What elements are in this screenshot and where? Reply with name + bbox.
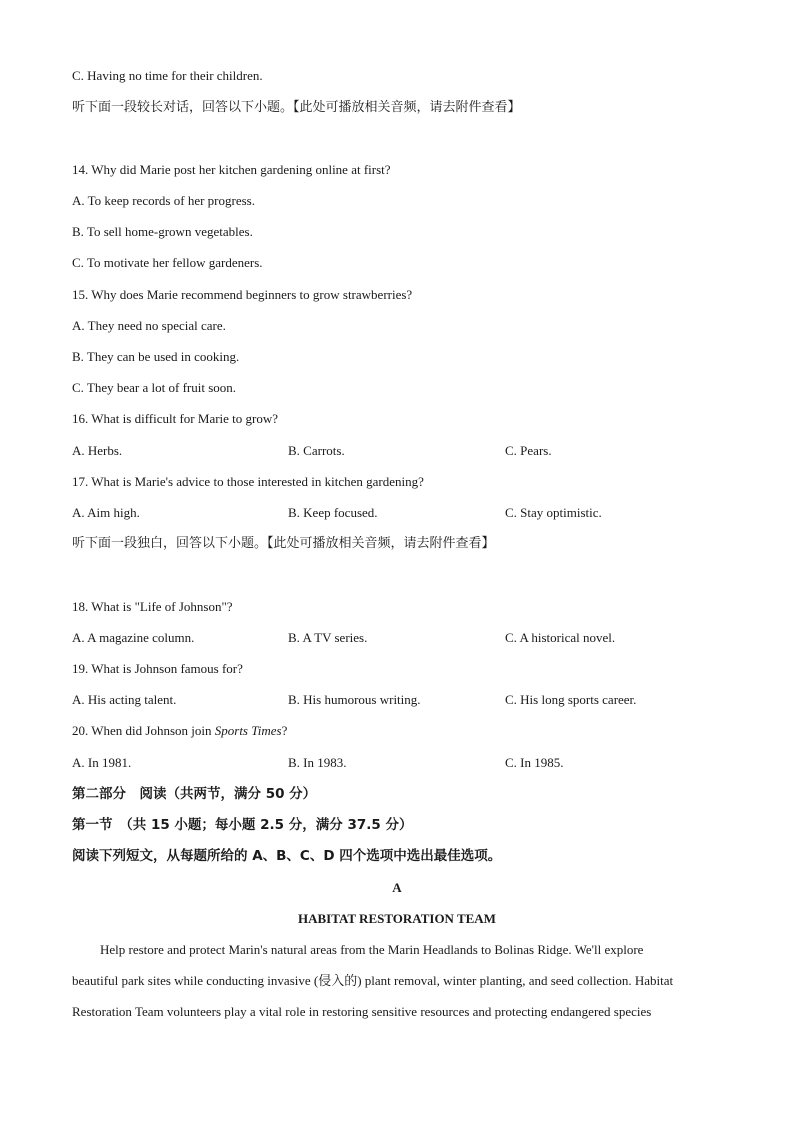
q16-option-c: C. Pears. <box>505 443 552 458</box>
q14-option-a: A. To keep records of her progress. <box>72 193 255 208</box>
q19-option-b: B. His humorous writing. <box>288 692 421 707</box>
q14-option-c: C. To motivate her fellow gardeners. <box>72 255 263 270</box>
q18-option-c: C. A historical novel. <box>505 630 616 645</box>
part-two-title: 第二部分 阅读（共两节，满分 50 分） <box>72 786 317 802</box>
q20-option-c: C. In 1985. <box>505 755 564 770</box>
q20-question-italic: Sports Times <box>214 723 282 738</box>
q18-option-b: B. A TV series. <box>288 630 368 645</box>
q17-question: 17. What is Marie's advice to those interested in kitchen gardening? <box>72 474 424 489</box>
q17-option-b: B. Keep focused. <box>288 505 378 520</box>
q15-question: 15. Why does Marie recommend beginners to grow strawberries? <box>72 287 413 302</box>
q18-question: 18. What is "Life of Johnson"? <box>72 599 233 614</box>
passage-line-1: Help restore and protect Marin's natural areas from the Marin Headlands to Bolinas Ridge. We'll explore <box>100 942 644 957</box>
q20-options <box>72 755 722 771</box>
q17-option-a: A. Aim high. <box>72 505 140 520</box>
passage-line-2: beautiful park sites while conducting invasive (侵入的) plant removal, winter planting, and seed collection. Habitat <box>72 973 674 988</box>
q17-option-c: C. Stay optimistic. <box>505 505 602 520</box>
q16-option-b: B. Carrots. <box>288 443 345 458</box>
q20-question-prefix: 20. When did Johnson join <box>72 723 215 738</box>
passage-letter: A <box>392 880 402 895</box>
q20-option-a: A. In 1981. <box>72 755 132 770</box>
q20-question <box>72 723 287 739</box>
q20-option-b: B. In 1983. <box>288 755 347 770</box>
q14-option-b: B. To sell home-grown vegetables. <box>72 224 253 239</box>
section-one-title: 第一节 （共 15 小题；每小题 2.5 分，满分 37.5 分） <box>72 817 413 833</box>
q19-option-c: C. His long sports career. <box>505 692 637 707</box>
q16-question: 16. What is difficult for Marie to grow? <box>72 411 279 426</box>
q19-options <box>72 692 722 708</box>
passage-line-3: Restoration Team volunteers play a vital role in restoring sensitive resources and protecting endangered species <box>72 1004 652 1019</box>
q15-option-b: B. They can be used in cooking. <box>72 349 240 364</box>
q15-option-c: C. They bear a lot of fruit soon. <box>72 380 237 395</box>
q17-options <box>72 505 722 521</box>
q15-option-a: A. They need no special care. <box>72 318 226 333</box>
q16-options <box>72 443 722 459</box>
passage-title: HABITAT RESTORATION TEAM <box>298 911 496 926</box>
q19-option-a: A. His acting talent. <box>72 692 177 707</box>
q20-question-suffix: ? <box>281 723 288 738</box>
q13-option-c: C. Having no time for their children. <box>72 68 263 83</box>
instruction-monologue: 听下面一段独白，回答以下小题。【此处可播放相关音频，请去附件查看】 <box>72 536 495 551</box>
q18-option-a: A. A magazine column. <box>72 630 195 645</box>
q19-question: 19. What is Johnson famous for? <box>72 661 243 676</box>
q18-options <box>72 630 722 646</box>
instruction-long-dialogue: 听下面一段较长对话，回答以下小题。【此处可播放相关音频，请去附件查看】 <box>72 100 521 115</box>
q16-option-a: A. Herbs. <box>72 443 123 458</box>
q14-question: 14. Why did Marie post her kitchen gardening online at first? <box>72 162 391 177</box>
reading-instruction: 阅读下列短文，从每题所给的 A、B、C、D 四个选项中选出最佳选项。 <box>72 848 502 864</box>
